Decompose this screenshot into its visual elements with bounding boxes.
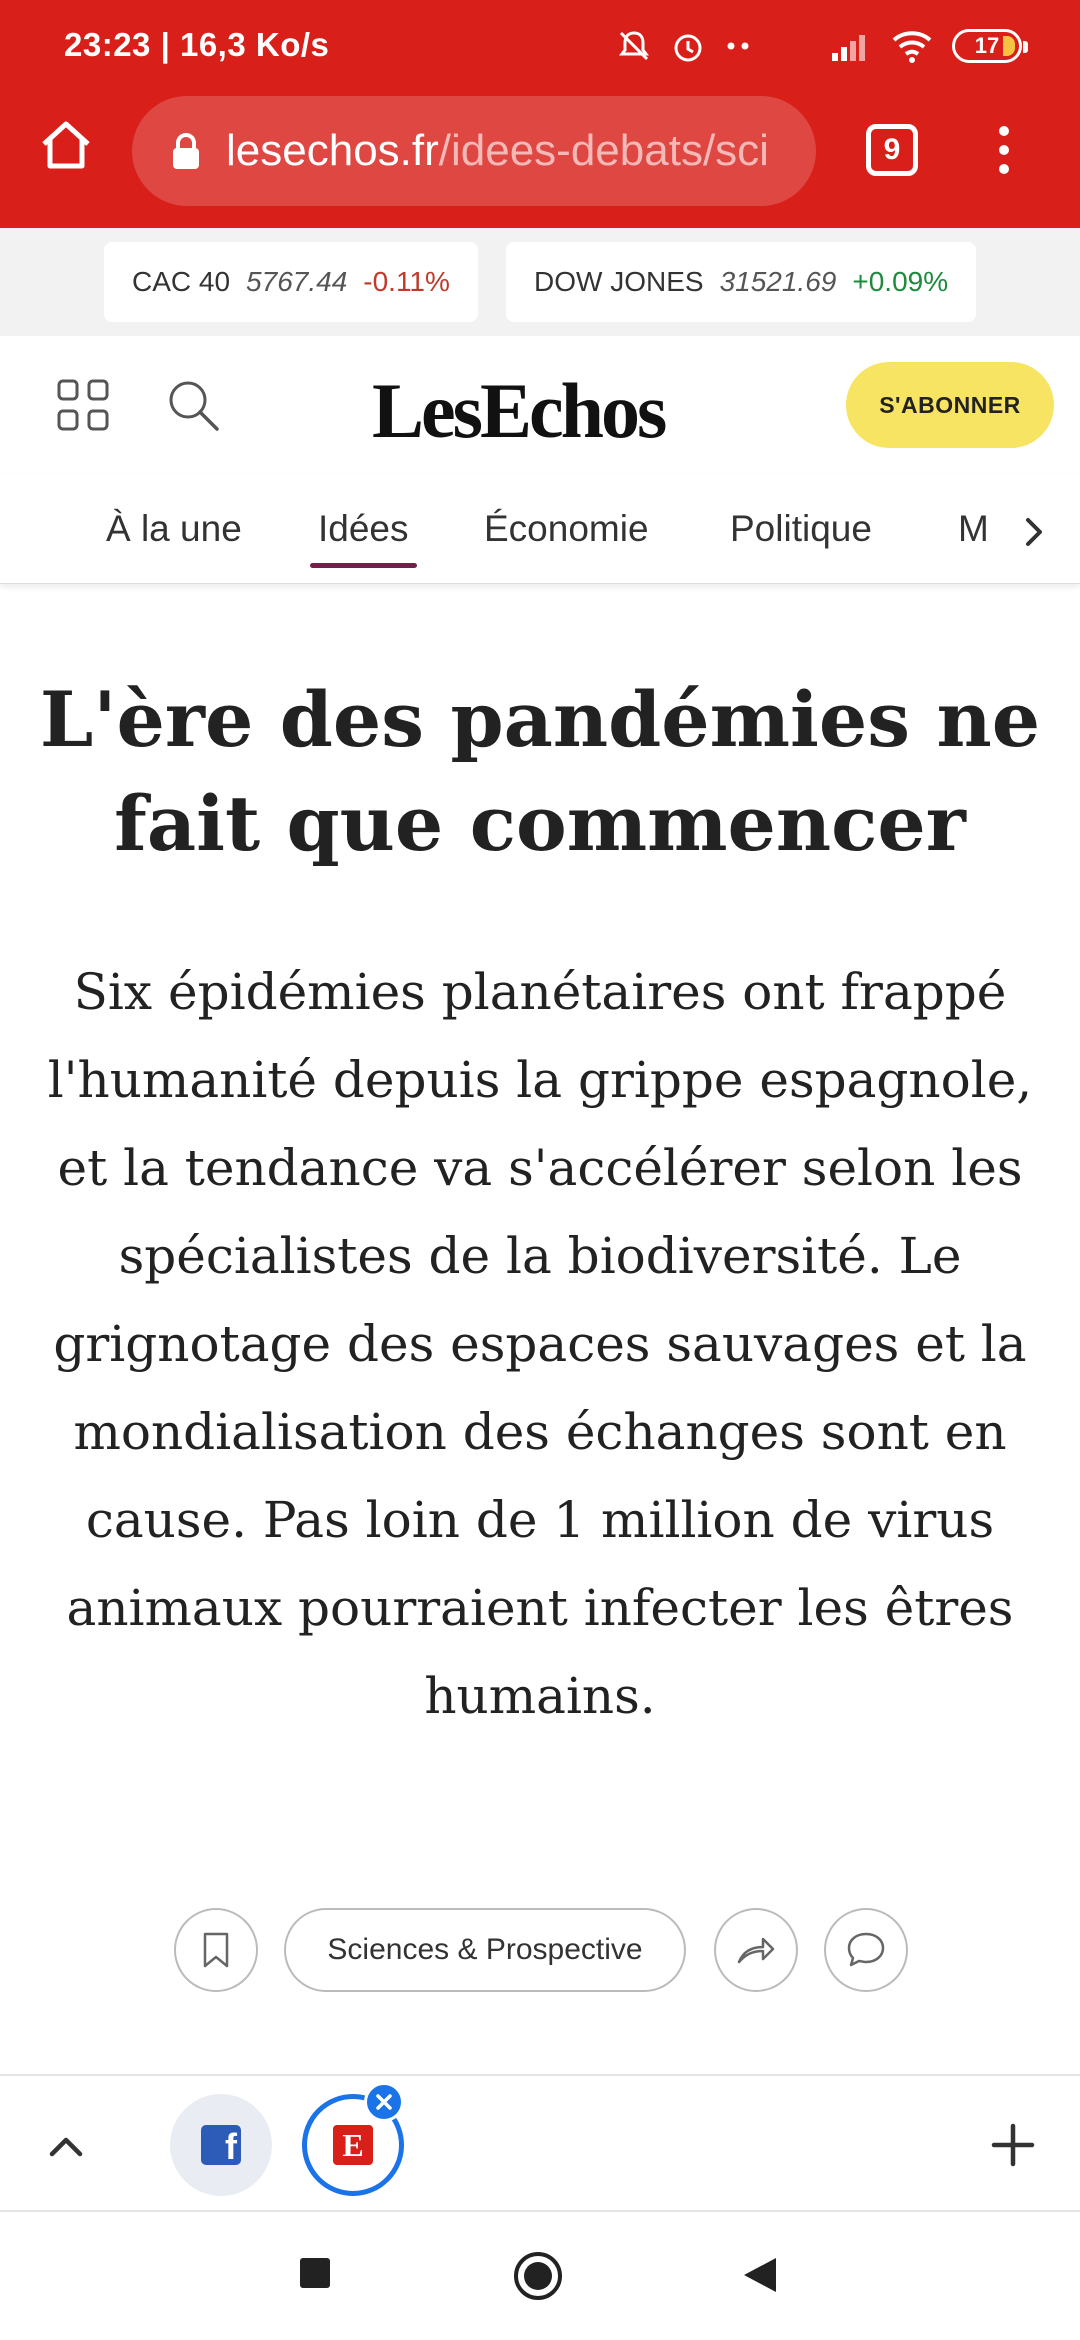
- url-text: [226, 126, 769, 176]
- lesechos-favicon-icon: E: [333, 2125, 373, 2165]
- lock-icon: [170, 131, 202, 171]
- ticker-change: +0.09%: [852, 266, 949, 297]
- article-actions: [0, 1908, 1080, 1992]
- market-ticker: [0, 228, 1080, 336]
- status-icons: [616, 26, 1022, 66]
- bookmark-icon: [201, 1931, 231, 1969]
- chevron-up-icon[interactable]: [44, 2124, 88, 2168]
- topic-tag-button[interactable]: Sciences & Prospective: [284, 1908, 686, 1992]
- section-nav: [0, 474, 1080, 584]
- subscribe-button[interactable]: S'ABONNER: [846, 362, 1054, 448]
- status-bar: [0, 0, 1080, 92]
- share-icon: [735, 1932, 777, 1968]
- ticker-name: DOW JONES: [534, 266, 704, 297]
- tab-count: 9: [883, 133, 901, 166]
- system-nav-bar: [0, 2212, 1080, 2340]
- home-icon[interactable]: [38, 118, 94, 174]
- url-domain: lesechos.fr: [226, 126, 439, 175]
- ticker-change: -0.11%: [363, 266, 450, 297]
- ticker-card-cac40[interactable]: [104, 242, 478, 322]
- battery-level: 17: [974, 33, 1000, 58]
- address-bar[interactable]: [132, 96, 816, 206]
- browser-chrome: [0, 0, 1080, 228]
- signal-icon: [830, 29, 872, 63]
- tab-switcher-button[interactable]: [866, 124, 918, 176]
- ticker-card-dowjones[interactable]: [506, 242, 976, 322]
- tab-politique[interactable]: Politique: [730, 508, 872, 549]
- tab-a-la-une[interactable]: À la une: [106, 508, 242, 549]
- share-button[interactable]: [714, 1908, 798, 1992]
- site-logo[interactable]: LesEchos: [372, 367, 665, 454]
- bottom-tab-strip: [0, 2074, 1080, 2212]
- ticker-value: 5767.44: [246, 266, 348, 297]
- mute-icon: [616, 28, 652, 64]
- home-nav-icon[interactable]: [512, 2250, 564, 2302]
- back-icon[interactable]: [742, 2256, 778, 2294]
- search-icon[interactable]: [166, 378, 220, 432]
- close-icon: [374, 2092, 394, 2112]
- more-dots-icon: [724, 28, 754, 64]
- article-lead: Six épidémies planétaires ont frappé l'humanité depuis la grippe espagnole, et la tendance va s'accélérer selon les spécialistes de la biodiversité. Le grignotage des espaces sauvages et la mondialisation des échanges sont en cause. Pas loin de 1 million de virus animaux pourraient infecter les êtres humains.: [47, 963, 1033, 1725]
- battery-icon: [952, 29, 1022, 63]
- plus-icon[interactable]: [990, 2122, 1036, 2168]
- tab-idees[interactable]: Idées: [318, 508, 409, 549]
- overflow-menu-icon[interactable]: [984, 120, 1024, 180]
- alarm-icon: [670, 28, 706, 64]
- wifi-icon: [890, 28, 934, 64]
- url-path: /idees-debats/sci: [438, 126, 769, 175]
- chevron-right-icon[interactable]: [1020, 512, 1050, 552]
- recents-icon[interactable]: [298, 2256, 332, 2290]
- site-header: [0, 336, 1080, 474]
- close-tab-button[interactable]: [364, 2082, 404, 2122]
- comment-icon: [845, 1930, 887, 1970]
- article-headline: L'ère des pandémies ne fait que commencer: [39, 675, 1041, 868]
- bookmark-button[interactable]: [174, 1908, 258, 1992]
- tab-more-truncated[interactable]: M: [958, 508, 989, 549]
- ticker-value: 31521.69: [719, 266, 837, 297]
- facebook-icon: f: [201, 2125, 241, 2165]
- comment-button[interactable]: [824, 1908, 908, 1992]
- grid-menu-icon[interactable]: [56, 378, 110, 432]
- ticker-name: CAC 40: [132, 266, 231, 297]
- status-time: 23:23 | 16,3 Ko/s: [64, 26, 330, 63]
- tab-thumbnail-facebook[interactable]: [170, 2094, 272, 2196]
- tab-economie[interactable]: Économie: [484, 508, 649, 549]
